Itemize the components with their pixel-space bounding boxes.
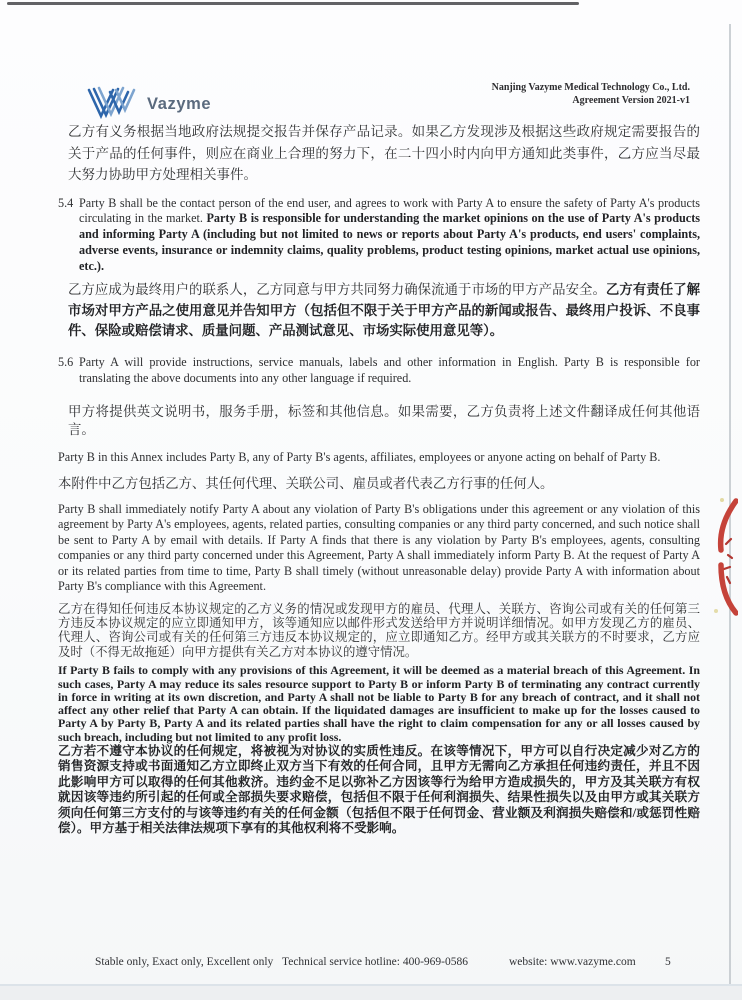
vazyme-logo-mark-icon xyxy=(86,86,140,122)
section-5-6 xyxy=(58,355,700,387)
footer-website: website: www.vazyme.com xyxy=(509,956,636,968)
section-5-4 xyxy=(58,196,700,275)
agreement-body xyxy=(58,121,700,837)
footer-slogan: Stable only, Exact only, Excellent only xyxy=(95,956,274,968)
section-5-4-bold: Party B is responsible for understanding the market opinions on the use of Party A's products and informing Party A (including but not limited to news or reports about Party A's products, end users' complaints, adverse events, insurance or indemnity claims, quality problems, product testing opinions, market actual use opinions, etc.). xyxy=(79,211,700,273)
paragraph-intro-cn: 乙方有义务根据当地政府法规提交报告并保存产品记录。如果乙方发现涉及根据这些政府规定需要报告的关于产品的任何事件，则应在商业上合理的努力下，在二十四小时内向甲方通知此类事件，乙方应当尽最大努力协助甲方处理相关事件。 xyxy=(68,124,700,182)
vazyme-logo-text: Vazyme xyxy=(147,94,212,113)
footer-page-number: 5 xyxy=(665,956,671,968)
paragraph-notify-en: Party B shall immediately notify Party A about any violation of Party B's obligations under this agreement or any violation of this agreement by Party A's employees, agents, related parties, consulting companies or any third party concerned, and such notice shall be sent to Party A by email with details. If Party A finds that there is any violation by Party B's employees, agents, consulting companies or any third party concerned under this Agreement, Party A shall immediately inform Party B. At the request of Party A or its related parties from time to time, Party B shall timely (without unreasonable delay) provide Party A with information about Party B's compliance with this Agreement. xyxy=(58,501,700,594)
paragraph-breach-cn: 乙方若不遵守本协议的任何规定，将被视为对协议的实质性违反。在该等情况下，甲方可以自行决定减少对乙方的销售资源支持或书面通知乙方立即终止双方当下有效的任何合同，且甲方无需向乙方承担任何违约责任，并且不因此影响甲方可以取得的任何其他救济。违约金不足以弥补乙方因该等行为给甲方造成损失的，甲方及其关联方有权就因该等违约所引起的任何或全部损失要求赔偿，包括但不限于任何利润损失、结果性损失以及由甲方或其关联方须向任何第三方支付的与该等违约有关的任何金额（包括但不限于任何罚金、营业额及利润损失赔偿和/或惩罚性赔偿）。甲方基于相关法律法规项下享有的其他权利将不受影响。 xyxy=(58,743,700,836)
paragraph-annex-cn: 本附件中乙方包括乙方、其任何代理、关联公司、雇员或者代表乙方行事的任何人。 xyxy=(58,475,554,491)
section-5-4-regular: Party B shall be the contact person of the end user, and agrees to work with Party A to ensure the safety of Party A's products circulating in the market. xyxy=(79,195,700,226)
paragraph-notify-cn: 乙方在得知任何违反本协议规定的乙方义务的情况或发现甲方的雇员、代理人、关联方、咨询公司或有关的任何第三方违反本协议规定的应立即通知甲方，该等通知应以邮件形式发送给甲方并说明详细情况。如甲方发现乙方的雇员、代理人、咨询公司或有关的任何第三方违反本协议规定的，应立即通知乙方。经甲方或其关联方的不时要求，乙方应及时（不得无故拖延）向甲方提供有关乙方对本协议的遵守情况。 xyxy=(58,601,700,659)
section-5-4-cn-regular: 乙方应成为最终用户的联系人，乙方同意与甲方共同努力确保流通于市场的甲方产品安全。 xyxy=(68,282,606,298)
section-5-4-text xyxy=(79,196,700,275)
document-header xyxy=(492,82,690,107)
vazyme-logo xyxy=(86,86,211,122)
scan-bottom-strip xyxy=(0,986,742,1000)
section-5-6-text: Party A will provide instructions, service manuals, labels and other information in English. Party B is responsible for translating the above documents into any other language if required. xyxy=(79,354,700,385)
company-name: Nanjing Vazyme Medical Technology Co., Ltd. xyxy=(491,82,690,93)
section-number: 5.6 xyxy=(58,354,74,369)
section-number: 5.4 xyxy=(58,195,74,210)
section-5-4-cn-bold: 乙方有责任了解市场对甲方产品之使用意见并告知甲方（包括但不限于关于甲方产品的新闻或报告、最终用户投诉、不良事件、保险或赔偿请求、质量问题、产品测试意见、市场实际使用意见等）。 xyxy=(68,282,701,339)
paragraph-breach-en: If Party B fails to comply with any provisions of this Agreement, it will be deemed as a material breach of this Agreement. In such cases, Party A may reduce its sales resource support to Party B or inform Party B of terminating any contract currently in force in writing at its own discretion, and Party A shall not be liable to Party B for any breach of contract, and it shall not affect any other relief that Party A can obtain. If the liquidated damages are insufficient to make up for the losses caused to Party A by Party B, Party A and its related parties shall have the right to claim compensation for any or all losses caused by such breach, including but not limited to any profit loss. xyxy=(58,663,700,744)
section-5-4-cn xyxy=(68,280,700,342)
scan-artifact-top-line xyxy=(7,2,579,5)
section-5-6-cn: 甲方将提供英文说明书，服务手册，标签和其他信息。如果需要，乙方负责将上述文件翻译成任何其他语言。 xyxy=(68,403,700,437)
page-footer xyxy=(0,956,742,976)
footer-hotline: Technical service hotline: 400-969-0586 xyxy=(282,956,469,968)
agreement-version: Agreement Version 2021-v1 xyxy=(572,94,690,106)
paragraph-annex-en: Party B in this Annex includes Party B, any of Party B's agents, affiliates, employees or anyone acting on behalf of Party B. xyxy=(58,449,661,464)
red-seal-stamp-edge xyxy=(712,498,738,616)
